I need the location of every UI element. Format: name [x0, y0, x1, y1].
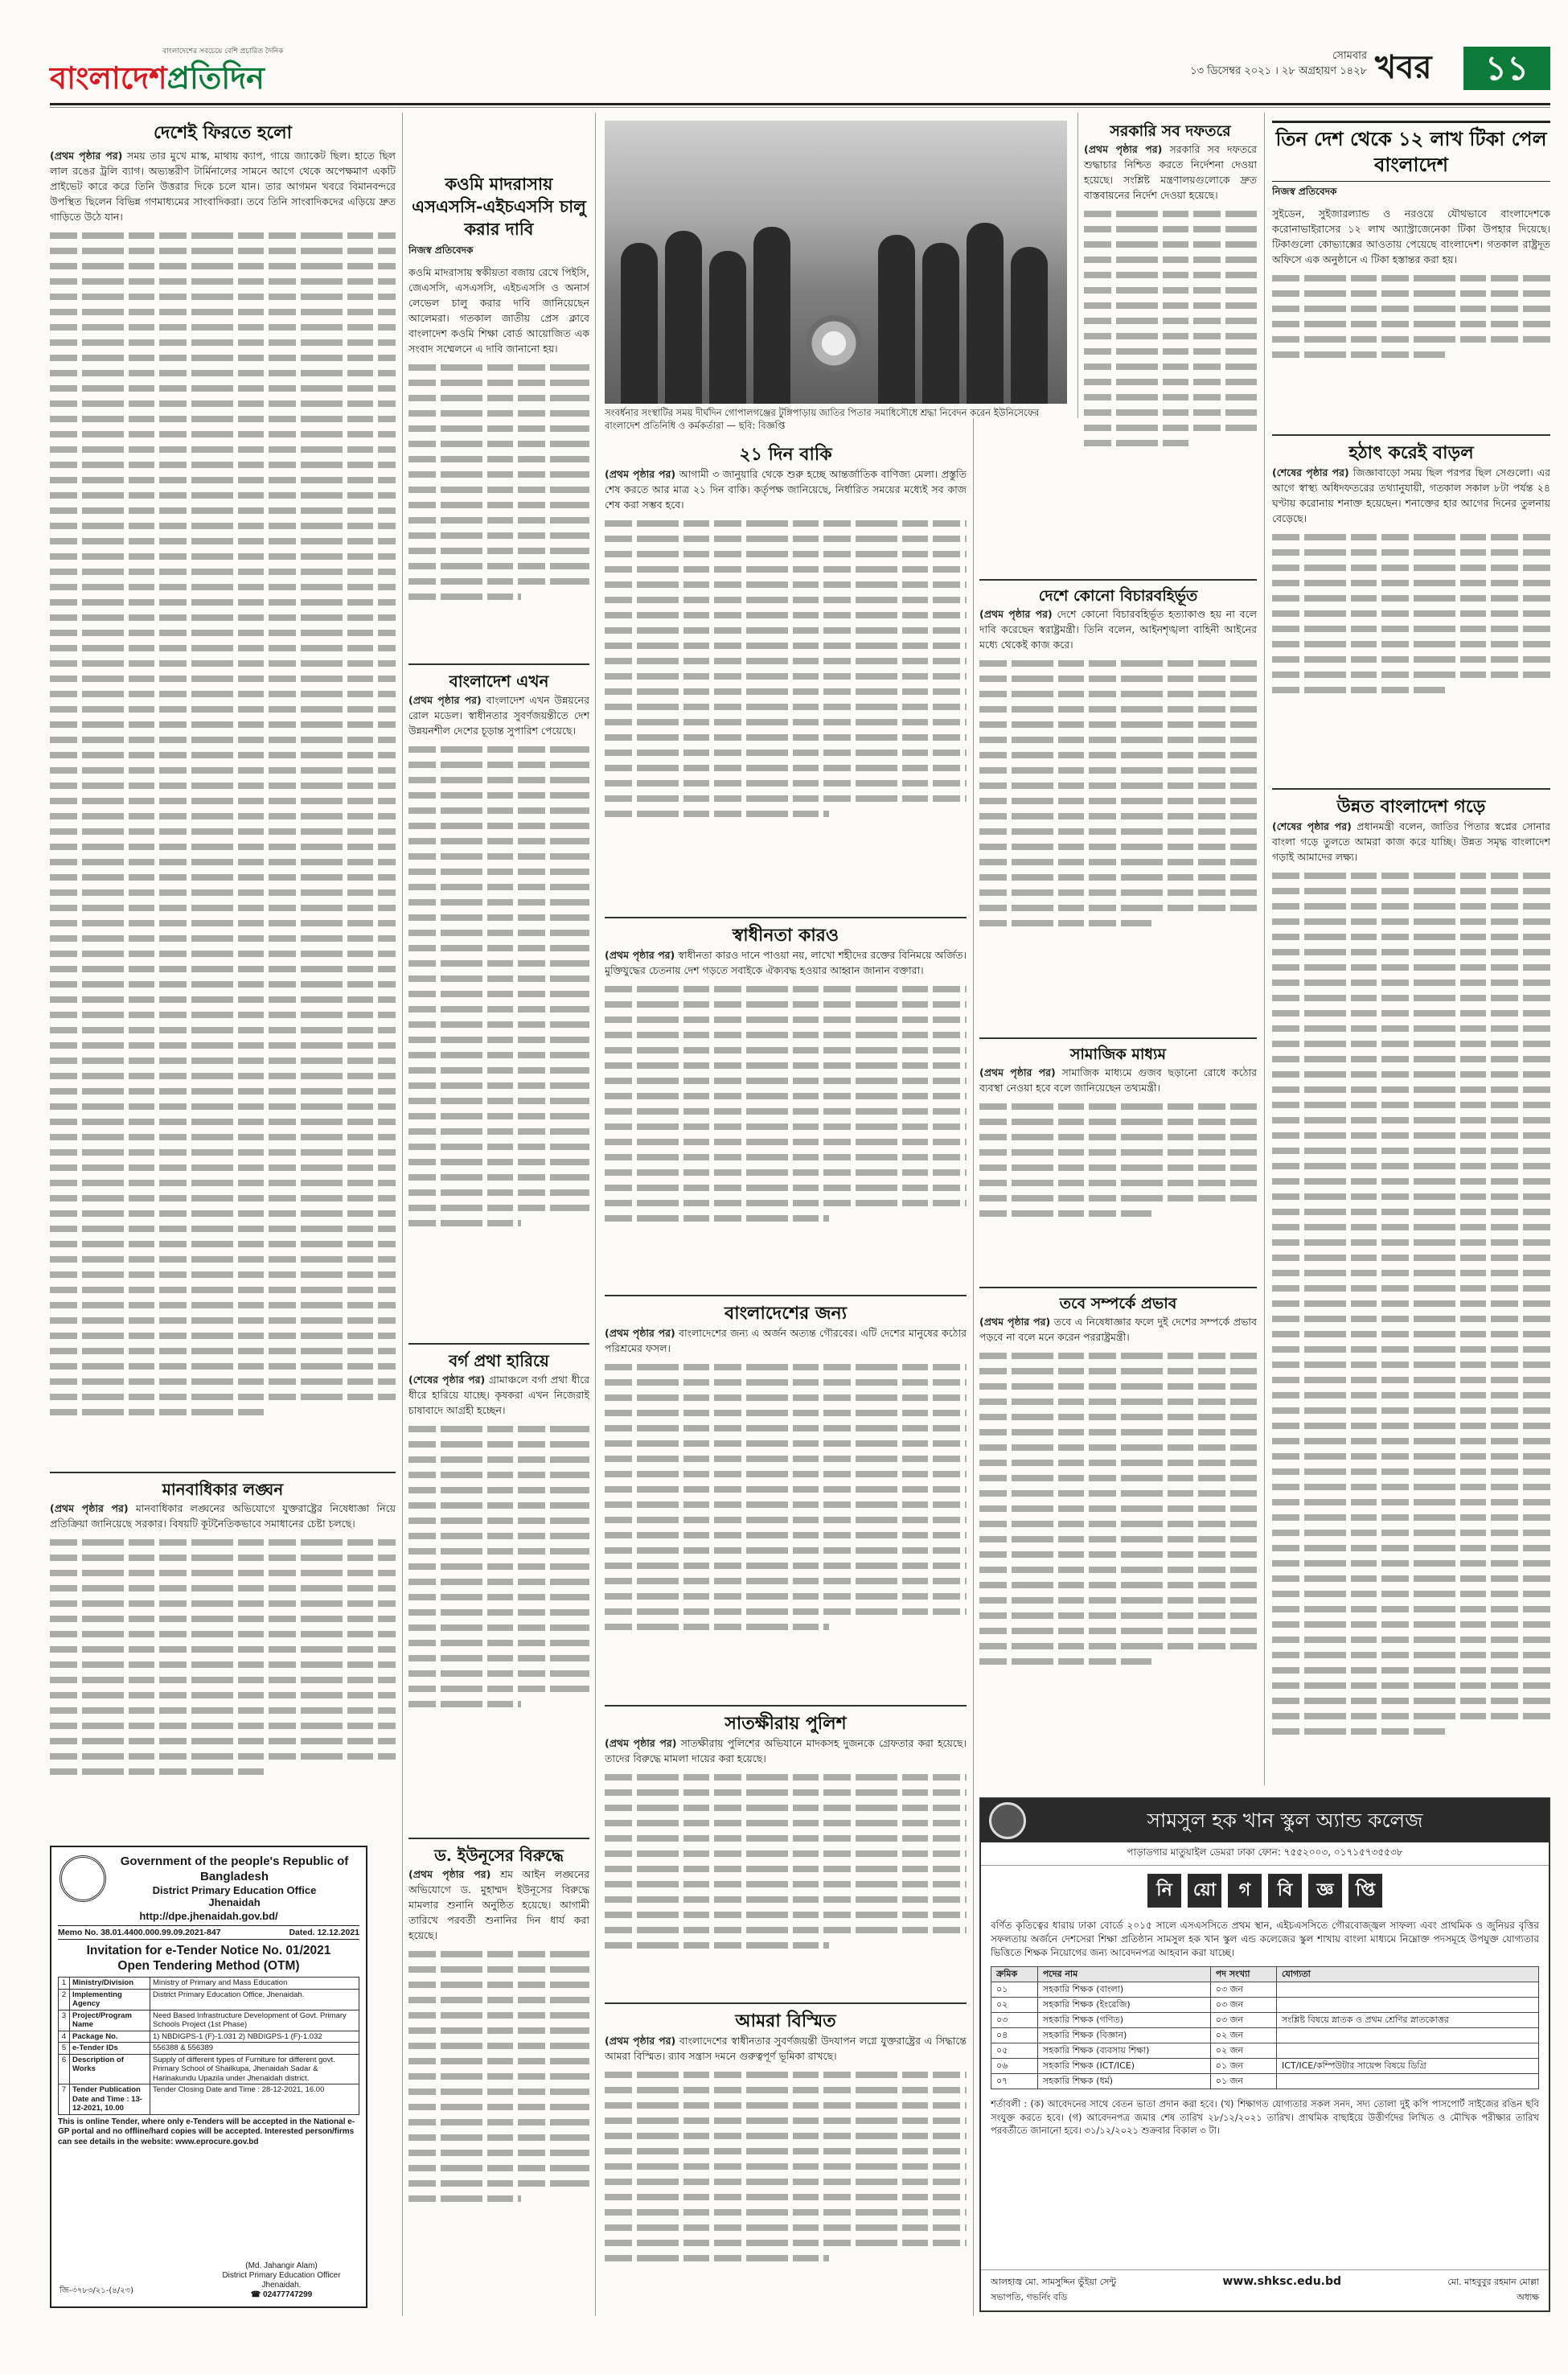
- article-headline: সামাজিক মাধ্যম: [1069, 1045, 1167, 1063]
- article-body: [408, 1372, 589, 1418]
- article-text: তবে এ নিষেধাজ্ঞার ফলে দুই দেশের সম্পর্কে প্রভাব পড়বে না বলে মনে করেন পররাষ্ট্রমন্ত্রী।: [979, 1316, 1257, 1343]
- article-headline: ড. ইউনূসের বিরুদ্ধে: [434, 1846, 564, 1865]
- logo-part-2: প্রতিদিন: [166, 60, 265, 96]
- post-cell: [1277, 1982, 1539, 1998]
- signer-place: Jhenaidah.: [261, 2281, 302, 2290]
- photo-figure: [665, 231, 702, 404]
- post-cell: ০১ জন: [1210, 2074, 1276, 2089]
- post-cell: [1277, 1998, 1539, 2013]
- post-cell: সহকারি শিক্ষক (ইংরেজি): [1037, 1998, 1210, 2013]
- tender-row: [59, 2031, 359, 2043]
- article-tobe-somporke[interactable]: [979, 1287, 1257, 1785]
- article-body-lines: [408, 364, 589, 600]
- article-headline: দেশে কোনো বিচারবহির্ভূত: [1038, 587, 1198, 605]
- article-headline: হঠাৎ করেই বাড়ল: [1348, 442, 1474, 463]
- continuation-label: (প্রথম পৃষ্ঠার পর): [605, 2035, 676, 2047]
- ad-school-recruitment[interactable]: [979, 1797, 1550, 2312]
- article-unnoto-bangladesh[interactable]: [1272, 788, 1550, 1785]
- article-21-din-baki[interactable]: [605, 442, 967, 909]
- post-cell: ০২: [991, 1998, 1038, 2013]
- ad-method: Open Tendering Method (OTM): [117, 1959, 300, 1973]
- tender-cell-n: 1: [59, 1978, 70, 1990]
- masthead: [0, 0, 1568, 105]
- post-cell: সহকারি শিক্ষক (গণিত): [1037, 2013, 1210, 2028]
- article-body-lines: [50, 232, 396, 1415]
- continuation-label: (প্রথম পৃষ্ঠার পর): [50, 150, 123, 162]
- article-body: কওমি মাদরাসায় স্বকীয়তা বজায় রেখে পিইসি, জেএসসি, এসএসসি, এইচএসসি ও অনার্স লেভেল চালু করার দাবি জানিয়েছেন আলেমরা। গতকাল জাতীয় প্রেস ক্লাবে বাংলাদেশ কওমি শিক্ষা বোর্ড আয়োজিত এক সংবাদ সম্মেলনে এ দাবি জানানো হয়।: [408, 266, 589, 355]
- continuation-label: (প্রথম পৃষ্ঠার পর): [50, 1502, 129, 1514]
- signer-phone: ☎ 02477747299: [250, 2290, 313, 2299]
- post-cell: সহকারি শিক্ষক (বিজ্ঞান): [1037, 2028, 1210, 2043]
- article-body-lines: [605, 1774, 967, 1949]
- post-cell: [1277, 2028, 1539, 2043]
- ad-invitation-title: [58, 1943, 359, 1974]
- photo-figure: [967, 223, 1004, 404]
- continuation-label: (প্রথম পৃষ্ঠার পর): [979, 1066, 1056, 1078]
- news-photo[interactable]: [605, 121, 1067, 404]
- article-body: [1084, 142, 1257, 203]
- article-headline: বাংলাদেশ এখন: [449, 672, 549, 691]
- article-body: [605, 2033, 967, 2064]
- photo-figure: [878, 235, 915, 404]
- notice-letter: গ: [1228, 1874, 1262, 1908]
- school-website-link[interactable]: www.shksc.edu.bd: [1222, 2275, 1342, 2288]
- post-cell: ০১ জন: [1210, 2059, 1276, 2074]
- article-hathat-barlo[interactable]: [1272, 434, 1550, 780]
- article-body-lines: [979, 660, 1257, 926]
- principal-title: সভাপতি, গভর্নিং বডি: [991, 2292, 1068, 2302]
- post-row: [991, 2059, 1539, 2074]
- table-header: পদের নাম: [1037, 1967, 1210, 1982]
- tender-row: [59, 2043, 359, 2055]
- column-divider: [595, 113, 596, 2316]
- article-body: [408, 1867, 589, 1943]
- article-text: দেশে কোনো বিচারবহির্ভূত হত্যাকাণ্ড হয় না বলে দাবি করেছেন স্বরাষ্ট্রমন্ত্রী। তিনি বলেন, আইনশৃঙ্খলা বাহিনী আইনের মধ্যে থেকেই কাজ করে।: [979, 608, 1257, 651]
- post-cell: ০৩ জন: [1210, 2013, 1276, 2028]
- article-body-lines: [605, 986, 967, 1222]
- article-headline: তবে সম্পর্কে প্রভাব: [1059, 1295, 1177, 1312]
- article-text: সামাজিক মাধ্যমে গুজব ছড়ানো রোধে কঠোর ব্যবস্থা নেওয়া হবে বলে জানিয়েছেন তথ্যমন্ত্রী।: [979, 1066, 1257, 1094]
- ad-district: Jhenaidah: [208, 1896, 261, 1908]
- article-satkhira-police[interactable]: [605, 1705, 967, 1994]
- notice-letter: জ্ঞ: [1308, 1874, 1342, 1908]
- article-swadhinota[interactable]: [605, 917, 967, 1287]
- article-headline: স্বাধীনতা কারও: [732, 925, 839, 946]
- notice-letter: নি: [1147, 1874, 1181, 1908]
- article-text: বাংলাদেশের স্বাধীনতার সুবর্ণজয়ন্তী উদযাপন লগ্নে যুক্তরাষ্ট্রের এ সিদ্ধান্তে আমরা বিস্মিত। র‍্যাব সন্ত্রাস দমনে গুরুত্বপূর্ণ ভূমিকা রাখছে।: [605, 2035, 967, 2062]
- continuation-label: (প্রথম পৃষ্ঠার পর): [408, 694, 482, 706]
- article-body-lines: [605, 1364, 967, 1630]
- ad-gov-title: Government of the people's Republic of Bangladesh: [120, 1854, 349, 1883]
- notice-letter: বি: [1268, 1874, 1302, 1908]
- post-cell: ০৪: [991, 2028, 1038, 2043]
- notice-title: [981, 1874, 1549, 1908]
- article-body-lines: [408, 1951, 589, 2202]
- post-cell: [1277, 2043, 1539, 2059]
- govt-seal-icon: [60, 1855, 106, 1902]
- photo-caption: সংবর্ধনার সংস্থাটির সময় দীর্ঘদিন গোপালগঞ্জের টুঙ্গিপাড়ায় জাতির পিতার সমাধিসৌধে শ্রদ্ধা নিবেদন করেন ইউনিসেফের বাংলাদেশ প্রতিনিধি ও কর্মকর্তারা — ছবি: বিজ্ঞপ্তি: [605, 407, 1040, 431]
- article-body-lines: [979, 1103, 1257, 1217]
- column-divider: [1077, 113, 1078, 418]
- tender-cell-v: Supply of different types of Furniture for different govt. Primary School of Shailkupa, Jhenaidah Sadar & Harinakundu Upazila under Jhenaidah district.: [150, 2054, 359, 2084]
- article-manobadhikar[interactable]: [50, 1472, 396, 1834]
- article-body: [408, 692, 589, 738]
- article-headline: কওমি মাদরাসায় এসএসসি-এইচএসসি চালু করার দাবি: [412, 174, 586, 239]
- column-divider: [1264, 113, 1265, 1785]
- continuation-label: (প্রথম পৃষ্ঠার পর): [979, 608, 1053, 620]
- issue-date-text: ১৩ ডিসেম্বর ২০২১ । ২৮ অগ্রহায়ণ ১৪২৮: [1190, 65, 1367, 77]
- article-headline: তিন দেশ থেকে ১২ লাখ টিকা পেল বাংলাদেশ: [1272, 121, 1550, 182]
- photo-wreath: [806, 315, 862, 372]
- continuation-label: (প্রথম পৃষ্ঠার পর): [408, 1868, 491, 1880]
- table-header: ক্রমিক: [991, 1967, 1038, 1982]
- head-title: অধ্যক্ষ: [1517, 2292, 1539, 2302]
- header-rule-thin: [50, 107, 1550, 108]
- post-cell: ০২ জন: [1210, 2028, 1276, 2043]
- article-body-lines: [50, 1539, 396, 1775]
- photo-figure: [1011, 247, 1048, 404]
- school-name: সামসুল হক খান স্কুল অ্যান্ড কলেজ: [1147, 1809, 1423, 1832]
- continuation-label: (প্রথম পৃষ্ঠার পর): [605, 1327, 675, 1339]
- article-deshei-firte-holo[interactable]: [50, 121, 396, 1464]
- article-desh-bicharbohirbhuto[interactable]: [979, 579, 1257, 1029]
- article-body-lines: [1272, 873, 1550, 1735]
- article-body: [605, 466, 967, 512]
- tender-cell-k: Tender Publication Date and Time : 13-12-2021, 10.00: [70, 2084, 150, 2115]
- principal-name: আলহাজ্ব মো. সামসুদ্দিন ভুঁইয়া সেন্টু: [991, 2277, 1117, 2287]
- issue-date: [1134, 48, 1367, 79]
- article-headline: সরকারি সব দফতরে: [1110, 122, 1231, 140]
- post-cell: [1277, 2074, 1539, 2089]
- ad-note: This is online Tender, where only e-Tenders will be accepted in the National e-GP portal and no offline/hard copies will be accepted. Interested person/firms can see details in the website: www.eprocure.gov.bd: [58, 2117, 355, 2146]
- tender-cell-n: 3: [59, 2010, 70, 2031]
- tender-cell-v: 1) NBDIGPS-1 (F)-1.031 2) NBDIGPS-1 (F)-1.032: [150, 2031, 359, 2043]
- article-body: [979, 606, 1257, 652]
- post-cell: ০৩: [991, 2013, 1038, 2028]
- article-text: সময় তার মুখে মাস্ক, মাথায় ক্যাপ, গায়ে জ্যাকেট ছিল। হাতে ছিল লাল রঙের ট্রলি ব্যাগ। অভ্যন্তরীণ টার্মিনালের সামনে আগে থেকে অপেক্ষমাণ একটি প্রাইভেট কারে করে তিনি উত্তরার দিকে চলে যান। তার আগমন খবরে বিমানবন্দরে উপস্থিত ছিলেন বিভিন্ন গণমাধ্যমের সাংবাদিকরা। তবে তিনি সাংবাদিকদের এড়িয়ে দ্রুত গাড়িতে উঠে যান।: [50, 150, 396, 223]
- post-row: [991, 1982, 1539, 1998]
- ad-govt-tender[interactable]: [50, 1846, 367, 2308]
- post-cell: ০৩ জন: [1210, 1982, 1276, 1998]
- ad-tender-table: [58, 1977, 359, 2115]
- article-byline: নিজস্ব প্রতিবেদক: [1272, 186, 1337, 197]
- ad-memo-date: Dated. 12.12.2021: [289, 1928, 359, 1937]
- ad-memo-row: [58, 1925, 359, 1940]
- article-headline: উন্নত বাংলাদেশ গড়ে: [1336, 796, 1486, 817]
- article-text: সাতক্ষীরায় পুলিশের অভিযানে মাদকসহ দুজনকে গ্রেফতার করা হয়েছে। তাদের বিরুদ্ধে মামলা দায়ের করা হয়েছে।: [605, 1737, 967, 1764]
- article-headline: মানবাধিকার লঙ্ঘন: [162, 1480, 284, 1499]
- continuation-label: (শেষের পৃষ্ঠার পর): [408, 1374, 486, 1386]
- post-cell: ০৩ জন: [1210, 1998, 1276, 2013]
- article-text: শ্রম আইন লঙ্ঘনের অভিযোগে ড. মুহাম্মদ ইউনূসের বিরুদ্ধে মামলার শুনানি অনুষ্ঠিত হয়েছে। আগামী তারিখে পরবর্তী শুনানির দিন ধার্য করা হয়েছে।: [408, 1868, 589, 1941]
- article-body-lines: [1272, 275, 1550, 358]
- page-number: ১১: [1463, 47, 1550, 90]
- article-body-lines: [1084, 211, 1257, 446]
- newspaper-logo[interactable]: [50, 47, 355, 103]
- article-body: [605, 947, 967, 978]
- continuation-label: (প্রথম পৃষ্ঠার পর): [605, 949, 675, 961]
- tender-cell-k: e-Tender IDs: [70, 2043, 150, 2055]
- article-headline: বাংলাদেশের জন্য: [724, 1303, 848, 1324]
- notice-letter: প্তি: [1348, 1874, 1382, 1908]
- article-body-lines: [408, 746, 589, 1226]
- ad-school-header: [981, 1799, 1549, 1842]
- logo-part-1: বাংলাদেশ: [50, 60, 167, 96]
- school-crest-icon: [989, 1802, 1026, 1839]
- article-headline: আমরা বিস্মিত: [735, 2011, 836, 2031]
- signer-title: District Primary Education Officer: [222, 2271, 341, 2280]
- article-body-lines: [1272, 534, 1550, 693]
- article-body-lines: [605, 520, 967, 817]
- post-cell: ০১: [991, 1982, 1038, 1998]
- article-body: [605, 1325, 967, 1356]
- article-body-lines: [408, 1426, 589, 1707]
- article-text: প্রধানমন্ত্রী বলেন, জাতির পিতার স্বপ্নের সোনার বাংলা গড়ে তুলতে আমরা কাজ করে যাচ্ছি। উন্নত সমৃদ্ধ বাংলাদেশ গড়াই আমাদের লক্ষ্য।: [1272, 820, 1550, 863]
- tender-row: [59, 2010, 359, 2031]
- post-cell: ০৭: [991, 2074, 1038, 2089]
- post-row: [991, 2043, 1539, 2059]
- continuation-label: (প্রথম পৃষ্ঠার পর): [1084, 143, 1163, 155]
- tender-cell-v: District Primary Education Office, Jhenaidah.: [150, 1989, 359, 2010]
- post-cell: ০৬: [991, 2059, 1038, 2074]
- tender-cell-k: Ministry/Division: [70, 1978, 150, 1990]
- article-qawmi-madrasa[interactable]: [408, 173, 589, 655]
- article-body: [50, 148, 396, 224]
- tender-cell-v: Need Based Infrastructure Development of Govt. Primary Schools Project (1st Phase): [150, 2010, 359, 2031]
- article-body: [1272, 465, 1550, 526]
- ad-office: District Primary Education Office: [152, 1884, 317, 1896]
- tender-cell-k: Implementing Agency: [70, 1989, 150, 2010]
- photo-figure: [709, 251, 746, 404]
- column-divider: [973, 418, 974, 2316]
- ad-invitation: Invitation for e-Tender Notice No. 01/2021: [86, 1944, 331, 1957]
- post-row: [991, 1998, 1539, 2013]
- article-text: বাংলাদেশের জন্য এ অর্জন অত্যন্ত গৌরবের। এটি দেশের মানুষের কঠোর পরিশ্রমের ফসল।: [605, 1327, 967, 1354]
- tender-row: [59, 1978, 359, 1990]
- article-text: স্বাধীনতা কারও দানে পাওয়া নয়, লাখো শহীদের রক্তের বিনিময়ে অর্জিত। মুক্তিযুদ্ধের চেতনায় দেশ গড়তে সবাইকে ঐক্যবদ্ধ হওয়ার আহ্বান জানান বক্তারা।: [605, 949, 967, 976]
- post-cell: সহকারি শিক্ষক (ব্যবসায় শিক্ষা): [1037, 2043, 1210, 2059]
- tender-cell-n: 7: [59, 2084, 70, 2115]
- article-body: [1272, 819, 1550, 865]
- article-amra-bismito[interactable]: [605, 2002, 967, 2312]
- school-address: পাড়াডগার মাতুয়াইল ডেমরা ঢাকা ফোন: ৭৫৫২০০৩, ০১৭১৫৭৩৫৫৩৮: [981, 1842, 1549, 1866]
- article-headline: দেশেই ফিরতে হলো: [153, 122, 293, 143]
- article-text: সরকারি সব দফতরে শুদ্ধাচার নিশ্চিত করতে নির্দেশনা দেওয়া হয়েছে। সংশ্লিষ্ট মন্ত্রণালয়গুলোকে দ্রুত বাস্তবায়নের নির্দেশ দেওয়া হয়েছে।: [1084, 143, 1257, 201]
- article-body: [50, 1501, 396, 1531]
- article-headline: সাতক্ষীরায় পুলিশ: [724, 1713, 847, 1734]
- tender-row: [59, 2054, 359, 2084]
- tender-row: [59, 2084, 359, 2115]
- article-text: বাংলাদেশ এখন উন্নয়নের রোল মডেল। স্বাধীনতার সুবর্ণজয়ন্তীতে দেশ উন্নয়নশীল দেশের চূড়ান্ত সুপারিশ পেয়েছে।: [408, 694, 589, 737]
- post-row: [991, 2028, 1539, 2043]
- ad-school-conditions: শর্তাবলী : (ক) আবেদনের সাথে বেতন ভাতা প্রদান করা হবে। (খ) শিক্ষাগত যোগ্যতার সকল সনদ, সদ্য তোলা দুই কপি পাসপোর্ট সাইজের রঙিন ছবি সংযুক্ত করতে হবে। (গ) আবেদনপত্র জমার শেষ তারিখ ২৮/১২/২০২১ তারিখ। প্রাথমিক বাছাইয়ে উত্তীর্ণদের লিখিত ও মৌখিক পরীক্ষার তারিখ পরবর্তীতে জানানো হবে। ৩১/১২/২০২১ শুক্রবার বিকাল ৩ টা।: [991, 2098, 1539, 2136]
- table-header: পদ সংখ্যা: [1210, 1967, 1276, 1982]
- article-borgo-prottha[interactable]: [408, 1343, 589, 1826]
- article-text: জিজ্ঞাবাড়ো সময় ছিল পরপর ছিল সেগুলো। এর আগে স্বাস্থ্য অধিদফতরের তথ্যানুযায়ী, গতকাল সকাল ৮টা পর্যন্ত ২৪ ঘণ্টায় করোনায় শনাক্ত হয়েছেন। শনাক্তের হার আগের দিনের তুলনায় বেড়েছে।: [1272, 466, 1550, 524]
- tender-cell-n: 4: [59, 2031, 70, 2043]
- head-name: মো. মাহবুবুর রহমান মোল্লা: [1447, 2277, 1539, 2287]
- ad-school-footer: [981, 2269, 1549, 2310]
- photo-figure: [922, 243, 959, 404]
- tender-cell-n: 2: [59, 1989, 70, 2010]
- post-cell: সহকারি শিক্ষক (বাংলা): [1037, 1982, 1210, 1998]
- tender-cell-n: 6: [59, 2054, 70, 2084]
- article-body-lines: [605, 2072, 967, 2261]
- post-row: [991, 2074, 1539, 2089]
- signer-name: (Md. Jahangir Alam): [245, 2261, 318, 2270]
- continuation-label: (প্রথম পৃষ্ঠার পর): [979, 1316, 1051, 1328]
- post-cell: ০২ জন: [1210, 2043, 1276, 2059]
- article-byline: নিজস্ব প্রতিবেদক: [408, 244, 474, 256]
- header-rule: [50, 103, 1550, 105]
- article-body-lines: [979, 1353, 1257, 1665]
- column-divider: [402, 113, 403, 2316]
- tender-cell-v: Ministry of Primary and Mass Education: [150, 1978, 359, 1990]
- signer-phone-number: 02477747299: [263, 2290, 313, 2299]
- post-cell: ০৫: [991, 2043, 1038, 2059]
- article-tin-desh-tika[interactable]: [1272, 121, 1550, 426]
- tender-cell-k: Description of Works: [70, 2054, 150, 2084]
- post-cell: সহকারি শিক্ষক (ধর্ম): [1037, 2074, 1210, 2089]
- article-text: মানবাধিকার লঙ্ঘনের অভিযোগে যুক্তরাষ্ট্রের নিষেধাজ্ঞা নিয়ে প্রতিক্রিয়া জানিয়েছে সরকার। বিষয়টি কূটনৈতিকভাবে সমাধানের চেষ্টা চলছে।: [50, 1502, 396, 1530]
- article-headline: ২১ দিন বাকি: [739, 444, 832, 465]
- continuation-label: (শেষের পৃষ্ঠার পর): [1272, 466, 1349, 478]
- article-bangladesh-ekhon[interactable]: [408, 663, 589, 1331]
- article-sarkari-dofotore[interactable]: [1084, 121, 1257, 571]
- photo-figure: [753, 227, 790, 404]
- ad-school-head: [1447, 2275, 1539, 2306]
- article-text: আগামী ৩ জানুয়ারি থেকে শুরু হচ্ছে আন্তর্জাতিক বাণিজ্য মেলা। প্রস্তুতি শেষ করতে আর মাত্র ২১ দিন বাকি। কর্তৃপক্ষ জানিয়েছে, নির্ধারিত সময়ের মধ্যেই সব কাজ শেষ করা সম্ভব হবে।: [605, 468, 967, 511]
- article-body: [979, 1065, 1257, 1095]
- tender-cell-v: Tender Closing Date and Time : 28-12-2021, 16.00: [150, 2084, 359, 2115]
- article-text: গ্রামাঞ্চলে বর্গা প্রথা ধীরে ধীরে হারিয়ে যাচ্ছে। কৃষকরা এখন নিজেরাই চাষাবাদে আগ্রহী হচ্ছেন।: [408, 1374, 589, 1416]
- issue-day: সোমবার: [1332, 50, 1367, 62]
- tender-cell-k: Package No.: [70, 2031, 150, 2043]
- article-body: সুইডেন, সুইজারল্যান্ড ও নরওয়ে যৌথভাবে বাংলাদেশকে করোনাভাইরাসের ১২ লাখ অ্যাস্ট্রাজেনেকা টিকা উপহার দিয়েছে। টিকাগুলো কোভ্যাক্সের আওতায় পেয়েছে বাংলাদেশ। গতকাল রাষ্ট্রদূত অফিসে এক অনুষ্ঠানে এ টিকা হস্তান্তর করা হয়।: [1272, 207, 1550, 265]
- ad-school-intro: বর্ণিত কৃতিত্বের ধারায় ঢাকা বোর্ডে ২০১৫ সালে এসএসসিতে প্রথম স্থান, এইচএসসিতে গৌরবোজ্জ্বল সাফল্য এবং প্রাথমিক ও জুনিয়র বৃত্তির সফলতায় অর্জনে দেশসেরা শিক্ষা প্রতিষ্ঠান সামসুল হক খান স্কুল এন্ড কলেজের স্কুল শাখায় বাংলা মাধ্যমে নিম্নোক্ত পদসমূহে উপযুক্ত যোগ্যতার ভিত্তিতে শিক্ষক নিয়োগের জন্য আবেদনপত্র আহবান করা যাচ্ছে।: [991, 1920, 1539, 1958]
- ad-school-posts-table: [991, 1966, 1539, 2089]
- section-title: খবর: [1375, 48, 1432, 86]
- article-bangladesher-jonno[interactable]: [605, 1295, 967, 1697]
- article-samajik-madhyom[interactable]: [979, 1037, 1257, 1279]
- tender-row: [59, 1989, 359, 2010]
- logo-tagline: বাংলাদেশের সবচেয়ে বেশি প্রচারিত দৈনিক: [162, 47, 284, 55]
- ad-url-link[interactable]: http://dpe.jhenaidah.gov.bd/: [139, 1910, 278, 1922]
- tender-cell-k: Project/Program Name: [70, 2010, 150, 2031]
- post-row: [991, 2013, 1539, 2028]
- article-headline: বর্গ প্রথা হারিয়ে: [449, 1351, 549, 1370]
- article-yunus[interactable]: [408, 1838, 589, 2312]
- tender-cell-n: 5: [59, 2043, 70, 2055]
- notice-letter: য়ো: [1188, 1874, 1221, 1908]
- photo-figure: [621, 243, 658, 404]
- continuation-label: (প্রথম পৃষ্ঠার পর): [605, 468, 676, 480]
- ad-school-principal: [991, 2275, 1116, 2306]
- article-body: [605, 1735, 967, 1766]
- ad-memo-no: Memo No. 38.01.4400.000.99.09.2021-847: [58, 1928, 221, 1937]
- article-body: [979, 1314, 1257, 1345]
- tender-cell-v: 556388 & 556389: [150, 2043, 359, 2055]
- post-cell: ICT/ICE/কম্পিউটার সায়েন্স বিষয়ে ডিগ্রি: [1277, 2059, 1539, 2074]
- continuation-label: (শেষের পৃষ্ঠার পর): [1272, 820, 1352, 832]
- post-cell: সংশ্লিষ্ট বিষয়ে স্নাতক ও প্রথম শ্রেণির স্নাতকোত্তর: [1277, 2013, 1539, 2028]
- ad-code: জি-৩৭৮৩/২১-(৪/২৩): [60, 2286, 134, 2295]
- post-cell: সহকারি শিক্ষক (ICT/ICE): [1037, 2059, 1210, 2074]
- ad-signer: [205, 2261, 358, 2300]
- continuation-label: (প্রথম পৃষ্ঠার পর): [605, 1737, 677, 1749]
- table-header: যোগ্যতা: [1277, 1967, 1539, 1982]
